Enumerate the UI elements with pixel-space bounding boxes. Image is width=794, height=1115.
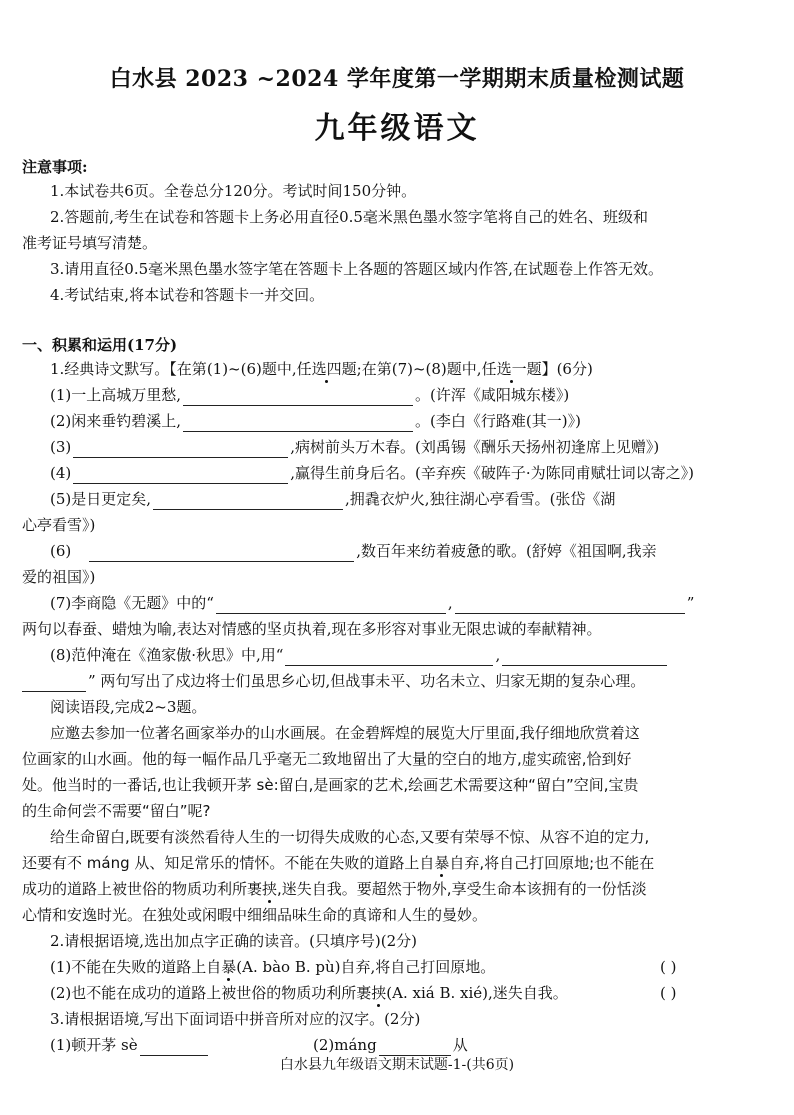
poem-item-2 [50, 410, 581, 432]
reading-para1-line3: 处。他当时的一番话,也让我顿开茅 sè:留白,是画家的艺术,绘画艺术需要这种“留白”空间,宝贵 [22, 776, 639, 794]
dotted-char-bao: 暴 [434, 854, 450, 872]
question-2-item-2: (2)也不能在成功的道路上被世俗的物质功利所裹挟(A. xiá B. xié),迷失自我。 [50, 984, 568, 1002]
reading-para2-line2: 还要有不 máng 从、知足常乐的情怀。不能在失败的道路上自暴自弃,将自己打回原地;也不能在 [22, 854, 655, 872]
q1-intro-dotted-1: 任选四题 [296, 360, 357, 378]
reading-para1-line1: 应邀去参加一位著名画家举办的山水画展。在金碧辉煌的展览大厅里面,我仔细地欣赏着这 [50, 724, 640, 742]
poem-2-source: 。(李白《行路难(其一)》) [415, 412, 581, 430]
notes-heading: 注意事项: [22, 158, 88, 176]
poem-3-label: (3) [50, 438, 72, 456]
q1-intro-b: ;在第(7)~(8)题中, [356, 360, 482, 378]
section-1-heading: 一、积累和运用(17分) [22, 336, 178, 354]
reading-para1-line4: 的生命何尝不需要“留白”呢? [22, 802, 211, 820]
poem-2-text: (2)闲来垂钓碧溪上, [50, 412, 182, 430]
reading-para1-line2: 位画家的山水画。他的每一幅作品几乎毫无二致地留出了大量的空白的地方,虚实疏密,恰到好 [22, 750, 632, 768]
poem-8-text: (8)范仲淹在《渔家傲·秋思》中,用“ [50, 646, 284, 664]
note-2-cont: 准考证号填写清楚。 [22, 234, 158, 252]
poem-item-8 [50, 644, 669, 666]
poem-4-text: ,赢得生前身后名。(辛弃疾《破阵子·为陈同甫赋壮词以寄之》) [290, 464, 694, 482]
answer-blank-6[interactable] [89, 545, 354, 562]
reading-para2-line3: 成功的道路上被世俗的物质功利所裹挟,迷失自我。要超然于物外,享受生命本该拥有的一份恬淡 [22, 880, 647, 898]
answer-blank-4[interactable] [73, 467, 288, 484]
question-1-stem [50, 358, 593, 380]
answer-blank-8c[interactable] [22, 675, 86, 692]
answer-blank-8a[interactable] [285, 649, 493, 666]
question-3-item-1: (1)顿开茅 sè [50, 1034, 210, 1056]
poem-8-text-b: ” 两句写出了戍边将士们虽思乡心切,但战事未平、功名未立、归家无期的复杂心理。 [88, 672, 646, 690]
dotted-char-bao-q2: 暴 [221, 958, 237, 976]
poem-4-label: (4) [50, 464, 72, 482]
poem-item-5 [50, 488, 615, 510]
dotted-char-xie-q2: 挟 [371, 984, 387, 1002]
poem-3-text: ,病树前头万木春。(刘禹锡《酬乐天扬州初逢席上见赠》) [290, 438, 660, 456]
reading-intro: 阅读语段,完成2~3题。 [50, 698, 207, 716]
q1-intro-a: 1.经典诗文默写。【在第(1)~(6)题中, [50, 360, 297, 378]
q1-intro-c: 】(6分) [541, 360, 593, 378]
poem-item-8-cont [22, 670, 645, 692]
question-2-item-1: (1)不能在失败的道路上自暴(A. bào B. pù)自弃,将自己打回原地。 [50, 958, 496, 976]
question-3-item-2: (2)máng 从 [313, 1036, 468, 1054]
answer-blank-3[interactable] [73, 441, 288, 458]
poem-1-text: (1)一上高城万里愁, [50, 386, 182, 404]
poem-1-source: 。(许浑《咸阳城东楼》) [415, 386, 570, 404]
note-2: 2.答题前,考生在试卷和答题卡上务必用直径0.5毫米黑色墨水签字笔将自己的姓名、班级和 [50, 208, 648, 226]
poem-5-text: (5)是日更定矣, [50, 490, 152, 508]
poem-item-5-cont: 心亭看雪》) [22, 516, 96, 534]
answer-blank-8b[interactable] [502, 649, 667, 666]
poem-7-quote-end: ” [686, 594, 695, 612]
answer-blank-5[interactable] [153, 493, 343, 510]
note-1: 1.本试卷共6页。全卷总分120分。考试时间150分钟。 [50, 182, 417, 200]
poem-item-3 [50, 436, 659, 458]
poem-item-6 [50, 540, 657, 562]
poem-7-text: (7)李商隐《无题》中的“ [50, 594, 214, 612]
question-2-stem: 2.请根据语境,选出加点字正确的读音。(只填序号)(2分) [50, 932, 418, 950]
exam-title: 白水县 2023 ~2024 学年度第一学期期末质量检测试题 [109, 66, 685, 92]
poem-item-7 [50, 592, 694, 614]
reading-para2-line1: 给生命留白,既要有淡然看待人生的一切得失成败的心态,又要有荣辱不惊、从容不迫的定力, [50, 828, 650, 846]
dotted-char-xie: 挟 [262, 880, 278, 898]
poem-item-6-cont: 爱的祖国》) [22, 568, 96, 586]
poem-item-1 [50, 384, 569, 406]
poem-6-label: (6) [50, 542, 72, 560]
answer-blank-7a[interactable] [216, 597, 446, 614]
poem-8-comma: , [495, 646, 501, 664]
poem-6-text: ,数百年来纺着疲惫的歌。(舒婷《祖国啊,我亲 [356, 542, 657, 560]
q1-intro-dotted-2: 任选一题 [481, 360, 542, 378]
reading-para2-line4: 心情和安逸时光。在独处或闲暇中细细品味生命的真谛和人生的曼妙。 [22, 906, 488, 924]
poem-item-4 [50, 462, 694, 484]
poem-item-7-cont: 两句以春蚕、蜡烛为喻,表达对情感的坚贞执着,现在多形容对事业无限忠诚的奉献精神。 [22, 620, 602, 638]
note-4: 4.考试结束,将本试卷和答题卡一并交回。 [50, 286, 325, 304]
answer-blank-1[interactable] [183, 389, 413, 406]
page-footer: 白水县九年级语文期末试题-1-(共6页) [279, 1057, 515, 1073]
note-3: 3.请用直径0.5毫米黑色墨水签字笔在答题卡上各题的答题区域内作答,在试题卷上作答无效。 [50, 260, 663, 278]
answer-blank-7b[interactable] [455, 597, 685, 614]
poem-7-comma: , [447, 594, 453, 612]
answer-paren-2-2[interactable]: ( ) [660, 984, 677, 1002]
answer-blank-2[interactable] [183, 415, 413, 432]
question-3-stem: 3.请根据语境,写出下面词语中拼音所对应的汉字。(2分) [50, 1010, 421, 1028]
answer-paren-2-1[interactable]: ( ) [660, 958, 677, 976]
poem-5-text-b: ,拥毳衣炉火,独往湖心亭看雪。(张岱《湖 [345, 490, 616, 508]
subject-title: 九年级语文 [314, 111, 480, 146]
